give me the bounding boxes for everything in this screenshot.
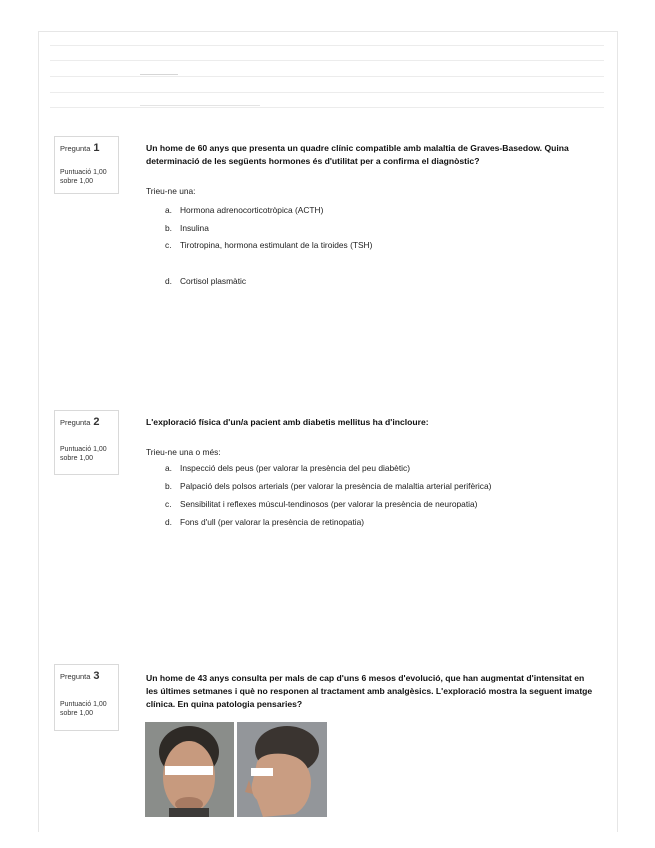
question-info-3	[54, 664, 119, 731]
option-text: Sensibilitat i reflexes múscul-tendinosos (per valorar la presència de neuropatia)	[180, 499, 478, 509]
answer-option-1a[interactable]	[165, 205, 323, 215]
header-faint-text	[140, 74, 178, 75]
header-divider	[50, 45, 604, 46]
question-number: 2	[93, 416, 100, 428]
question-number-line	[60, 670, 114, 682]
answer-option-1d[interactable]	[165, 276, 246, 286]
answer-option-2b[interactable]	[165, 481, 491, 491]
option-text: Palpació dels polsos arterials (per valorar la presència de malaltia arterial perifèrica)	[180, 481, 492, 491]
score-line-2: sobre 1,00	[60, 455, 94, 462]
question-number: 1	[93, 142, 100, 154]
answer-prompt-1: Trieu-ne una:	[146, 186, 196, 196]
answer-option-1c[interactable]	[165, 240, 372, 250]
question-number-line	[60, 142, 114, 154]
option-letter: a.	[165, 205, 172, 215]
answer-option-2a[interactable]	[165, 463, 410, 473]
answer-option-1b[interactable]	[165, 223, 209, 233]
question-info-2	[54, 410, 119, 475]
option-text: Insulina	[180, 223, 209, 233]
clinical-photo	[145, 722, 327, 817]
question-label: Pregunta	[60, 418, 91, 427]
score-line-1: Puntuació 1,00	[60, 446, 107, 453]
option-letter: c.	[165, 240, 172, 250]
option-letter: c.	[165, 499, 172, 509]
option-letter: d.	[165, 276, 172, 286]
option-text: Fons d'ull (per valorar la presència de retinopatia)	[180, 517, 365, 527]
header-divider	[50, 76, 604, 77]
score-line-2: sobre 1,00	[60, 178, 94, 185]
score-line-2: sobre 1,00	[60, 710, 94, 717]
option-letter: a.	[165, 463, 172, 473]
question-number-line	[60, 416, 114, 428]
option-text: Inspecció dels peus (per valorar la presència del peu diabètic)	[180, 463, 410, 473]
header-divider	[50, 92, 604, 93]
question-text-1: Un home de 60 anys que presenta un quadre clínic compatible amb malaltia de Graves-Basedow. Quina determinació de les següents hormones és d'utilitat per a confirma el diagnòstic?	[146, 143, 569, 166]
question-text-2: L'exploració física d'un/a pacient amb diabetis mellitus ha d'incloure:	[146, 417, 429, 427]
option-text: Cortisol plasmàtic	[180, 276, 247, 286]
header-faint-text	[140, 105, 260, 106]
answer-prompt-2: Trieu-ne una o més:	[146, 447, 221, 457]
answer-option-2d[interactable]	[165, 517, 364, 527]
question-label: Pregunta	[60, 144, 91, 153]
option-letter: b.	[165, 481, 172, 491]
option-letter: b.	[165, 223, 172, 233]
question-label: Pregunta	[60, 672, 91, 681]
question-info-1	[54, 136, 119, 194]
question-number: 3	[93, 670, 100, 682]
option-text: Tirotropina, hormona estimulant de la tiroides (TSH)	[180, 240, 373, 250]
option-letter: d.	[165, 517, 172, 527]
question-score	[60, 168, 114, 186]
option-text: Hormona adrenocorticotròpica (ACTH)	[180, 205, 324, 215]
score-line-1: Puntuació 1,00	[60, 169, 107, 176]
header-divider	[50, 60, 604, 61]
question-text-3: Un home de 43 anys consulta per mals de cap d'uns 6 mesos d'evolució, que han augmentat d'intensitat en les últimes setmanes i què no responen al tractament amb analgèsics. L'exploració mostra la seguent imatge clínica. En quina patologia pensaries?	[146, 673, 593, 709]
answer-option-2c[interactable]	[165, 499, 477, 509]
question-score	[60, 700, 114, 718]
header-divider	[50, 107, 604, 108]
score-line-1: Puntuació 1,00	[60, 701, 107, 708]
question-score	[60, 445, 114, 463]
